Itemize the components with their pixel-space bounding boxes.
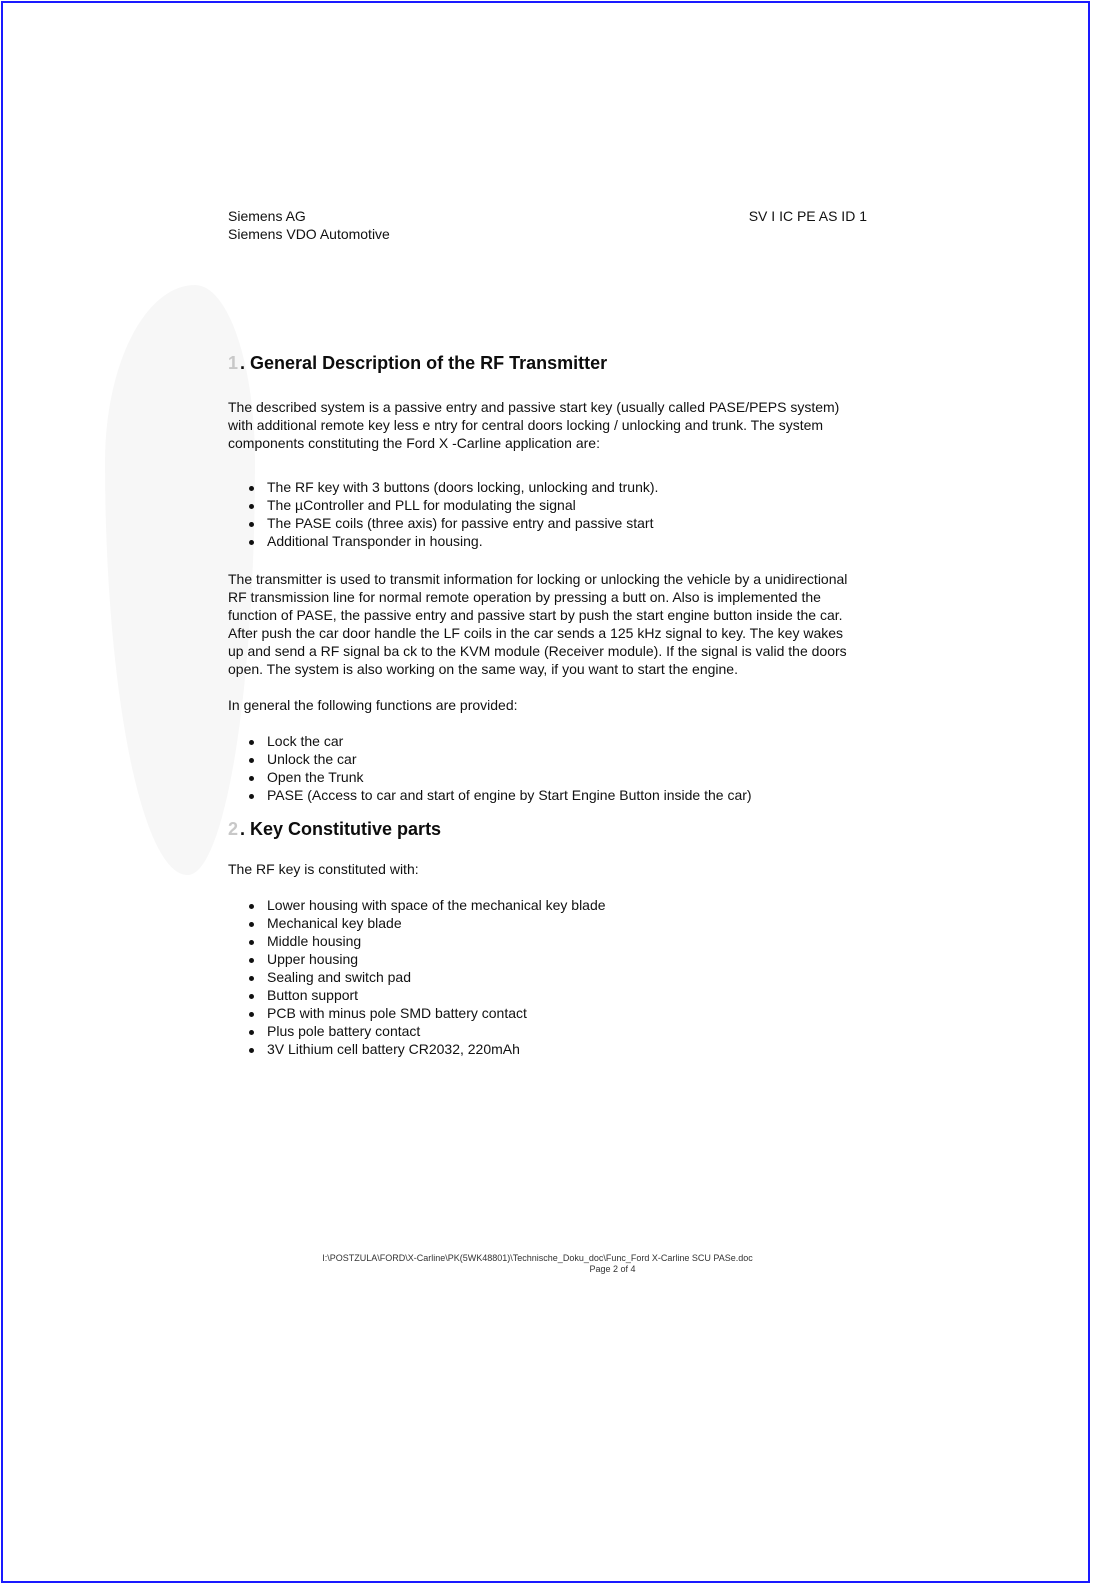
function-list [228, 732, 858, 804]
list-item: PCB with minus pole SMD battery contact [248, 1004, 858, 1022]
list-item: Mechanical key blade [248, 914, 858, 932]
header-division: Siemens VDO Automotive [228, 226, 390, 242]
footer-page-number: Page 2 of 4 [589, 1264, 636, 1274]
header-left [228, 207, 390, 243]
list-item: Middle housing [248, 932, 858, 950]
list-item: Sealing and switch pad [248, 968, 858, 986]
list-item: Plus pole battery contact [248, 1022, 858, 1040]
section-2-intro: The RF key is constituted with: [228, 861, 419, 877]
document-body [228, 352, 858, 1058]
section-1-title: General Description of the RF Transmitter [250, 353, 608, 373]
list-item: The RF key with 3 buttons (doors locking, unlocking and trunk). [248, 478, 858, 496]
section-1-heading: 1 . General Description of the RF Transmitter [228, 353, 608, 373]
section-1-number: 1 [228, 353, 239, 373]
list-item: Lock the car [248, 732, 858, 750]
component-list [228, 478, 858, 550]
section-1-intro: The described system is a passive entry and passive start key (usually called PASE/PEPS system) with additional remote key less e ntry for central doors locking / unlocking and trunk. The system components constituting the Ford X -Carline application are: [228, 399, 840, 451]
page-footer [0, 1253, 1095, 1275]
list-item: Unlock the car [248, 750, 858, 768]
footer-file-path: I:\POSTZULA\FORD\X-Carline\PK(5WK48801)\Technische_Doku_doc\Func_Ford X-Carline SCU PASe.doc [322, 1253, 753, 1263]
list-item: The µController and PLL for modulating the signal [248, 496, 858, 514]
functions-intro: In general the following functions are provided: [228, 697, 518, 713]
header-company: Siemens AG [228, 208, 306, 224]
header-department-code: SV I IC PE AS ID 1 [748, 208, 867, 224]
list-item: Additional Transponder in housing. [248, 532, 858, 550]
list-item: Lower housing with space of the mechanical key blade [248, 896, 858, 914]
section-2-title: Key Constitutive parts [250, 819, 442, 839]
section-2-heading: 2 . Key Constitutive parts [228, 819, 442, 839]
list-item: Button support [248, 986, 858, 1004]
section-2-number: 2 [228, 819, 239, 839]
list-item: 3V Lithium cell battery CR2032, 220mAh [248, 1040, 858, 1058]
list-item: PASE (Access to car and start of engine by Start Engine Button inside the car) [248, 786, 858, 804]
section-1-body: The transmitter is used to transmit information for locking or unlocking the vehicle by a unidirectional RF transmission line for normal remote operation by pressing a butt on. Also is implemented the function of PASE, the passive entry and passive start by push the start engine button inside the car. After push the car door handle the LF coils in the car sends a 125 kHz signal to key. The key wakes up and send a RF signal ba ck to the KVM module (Receiver module). If the signal is valid the doors open. The system is also working on the same way, if you want to start the engine. [228, 571, 848, 677]
list-item: The PASE coils (three axis) for passive entry and passive start [248, 514, 858, 532]
list-item: Open the Trunk [248, 768, 858, 786]
parts-list [228, 896, 858, 1058]
list-item: Upper housing [248, 950, 858, 968]
